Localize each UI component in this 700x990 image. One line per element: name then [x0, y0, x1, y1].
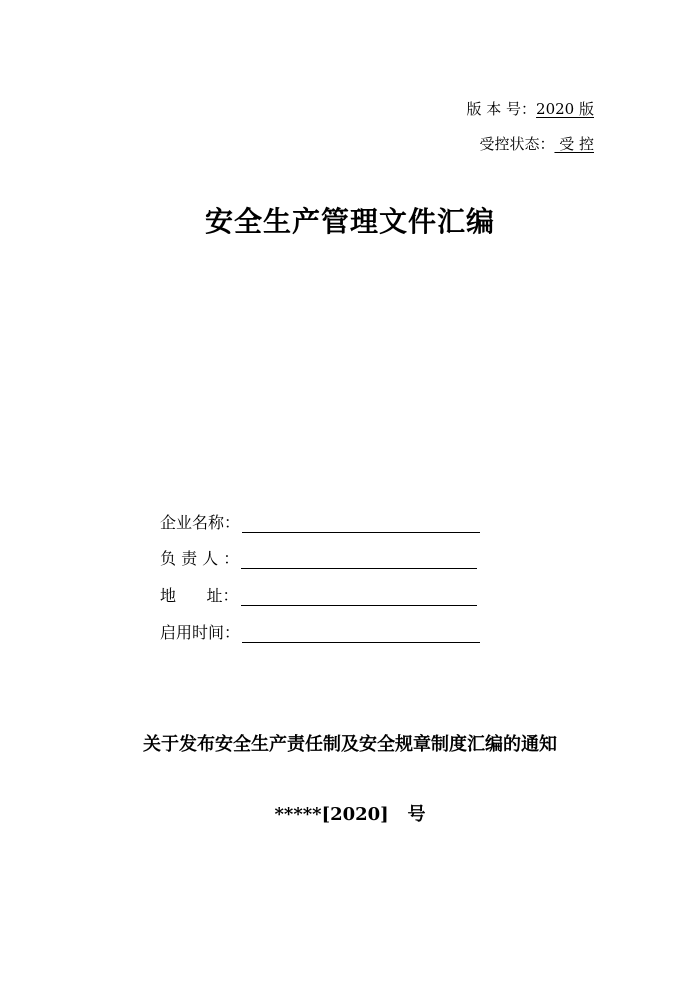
version-line: [467, 98, 595, 119]
notice-title: 关于发布安全生产责任制及安全规章制度汇编的通知: [143, 734, 557, 755]
document-title: 安全生产管理文件汇编: [204, 205, 495, 238]
field-label: 企业名称：: [160, 513, 241, 532]
field-label: 地 址：: [160, 586, 239, 605]
field-start-date: [160, 620, 480, 643]
control-status-label: 受控状态：: [479, 135, 555, 153]
field-company-name: [160, 510, 480, 533]
responsible-person-blank[interactable]: [241, 550, 477, 569]
start-date-blank[interactable]: [242, 624, 480, 643]
field-label: 负 责 人 ：: [160, 549, 240, 568]
document-number: *****[2020] 号: [274, 804, 426, 825]
field-responsible-person: [160, 546, 477, 569]
address-blank[interactable]: [241, 587, 477, 606]
field-address: [160, 583, 477, 606]
company-name-blank[interactable]: [242, 514, 480, 533]
version-label: 版 本 号：: [466, 100, 537, 118]
control-status-value: 受 控: [554, 135, 594, 153]
field-label: 启用时间：: [160, 623, 241, 642]
control-status-line: [479, 133, 594, 154]
version-value: 2020 版: [536, 100, 594, 118]
